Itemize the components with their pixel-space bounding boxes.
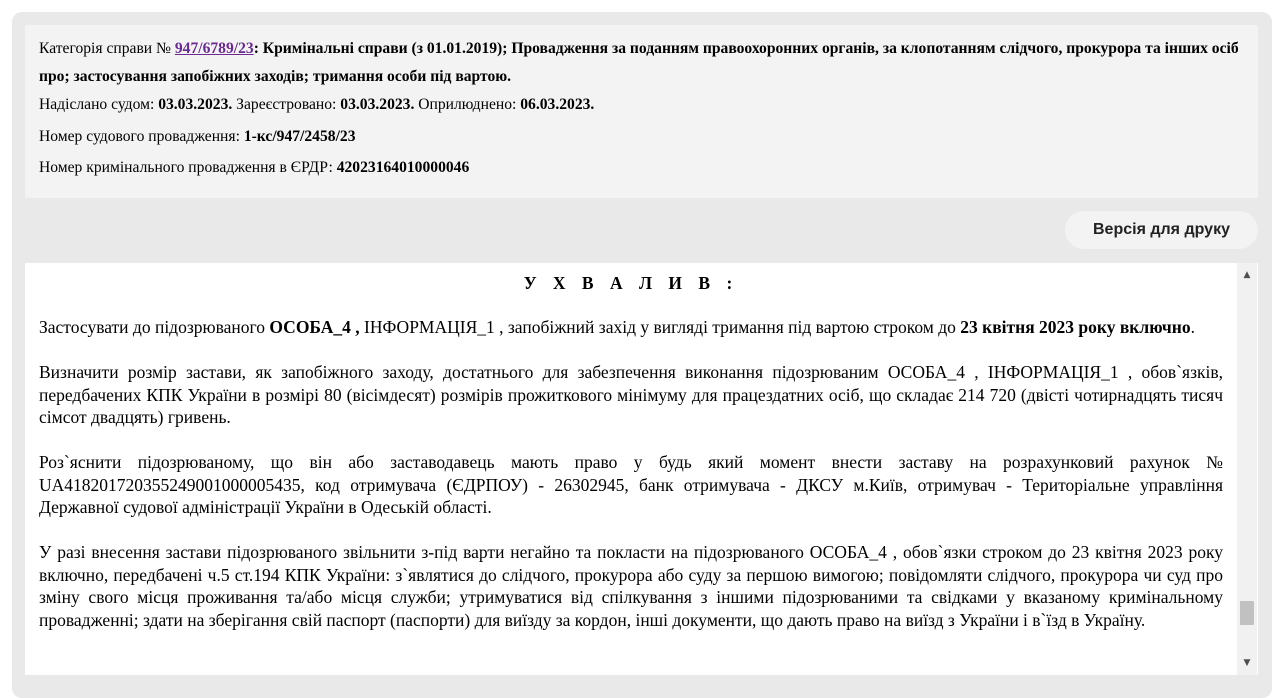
published-date: 06.03.2023. [520,96,595,113]
court-case-number: 1-кс/947/2458/23 [243,128,356,145]
case-category-text: : Кримінальні справи (з 01.01.2019); Провадження за поданням правоохоронних органів, за клопотанням слідчого, прокурора та інших осіб про; застосування запобіжних заходів; тримання особи під вартою. [39,40,1239,85]
ruling-heading: У Х В А Л И В : [523,273,739,293]
erdr-line [39,154,1244,182]
document-scrollbar[interactable] [1237,263,1257,675]
published-label: Оприлюднено: [418,96,517,113]
ruling-paragraph-2: Визначити розмір застави, як запобіжного заходу, достатнього для забезпечення виконання підозрюваним ОСОБА_4 , ІНФОРМАЦІЯ_1 , обов`язків, передбачених КПК України в розмірі 80 (вісімдесят) розмірів прожиткового мінімуму для працездатних осіб, що складає 214 720 (двісті чотирнадцять тисяч сімсот двадцять) гривень. [39,362,1223,427]
scroll-thumb[interactable] [1240,601,1254,625]
sent-date: 03.03.2023. [158,96,233,113]
ruling-paragraph-1 [39,316,1223,339]
case-category-prefix: Категорія справи № [39,40,171,57]
erdr-label: Номер кримінального провадження в ЄРДР: [39,159,333,176]
ruling-p1-text-3: . [1190,317,1195,337]
case-number-link[interactable]: 947/6789/23 [174,40,254,57]
ruling-p1-person: ОСОБА_4 , [269,317,360,337]
court-case-line [39,123,1244,151]
scroll-down-icon[interactable]: ▼ [1243,658,1251,668]
court-case-label: Номер судового провадження: [39,128,240,145]
registered-label: Зареєстровано: [236,96,337,113]
case-category-line [39,35,1244,91]
sent-label: Надіслано судом: [39,96,155,113]
case-info-panel [25,25,1258,198]
case-dates-line [39,91,1244,119]
scroll-up-icon[interactable]: ▲ [1243,270,1251,280]
ruling-p1-term: 23 квітня 2023 року включно [960,317,1191,337]
registered-date: 03.03.2023. [340,96,415,113]
print-version-button[interactable]: Версія для друку [1065,211,1258,249]
ruling-paragraph-3: Роз`яснити підозрюваному, що він або заставодавець мають право у будь який момент внести заставу на розрахунковий рахунок № UA418201720355249001000005435, код отримувача (ЄДРПОУ) - 26302945, банк отримувача - ДКСУ м.Київ, отримувач - Територіальне управління Державної судової адміністрації України в Одеській області. [39,452,1223,517]
ruling-p1-text-1: Застосувати до підозрюваного [39,317,270,337]
erdr-number: 42023164010000046 [336,159,470,176]
ruling-p1-text-2: ІНФОРМАЦІЯ_1 , запобіжний захід у вигляді тримання під вартою строком до [359,317,961,337]
document-viewer [25,263,1258,675]
ruling-paragraph-4: У разі внесення застави підозрюваного звільнити з-під варти негайно та покласти на підозрюваного ОСОБА_4 , обов`язки строком до 23 квітня 2023 року включно, передбачені ч.5 ст.194 КПК України: з`являтися до слідчого, прокурора або суду за першою вимогою; повідомляти слідчого, прокурора чи суд про зміну свого місця проживання та/або місця служби; утримуватися від спілкування з іншими підозрюваними та свідками у вказаному кримінальному провадженні; здати на зберігання свій паспорт (паспорти) для виїзду за кордон, інші документи, що дають право на виїзд з України і в`їзд в Україну. [39,542,1223,630]
document-content [39,271,1223,654]
